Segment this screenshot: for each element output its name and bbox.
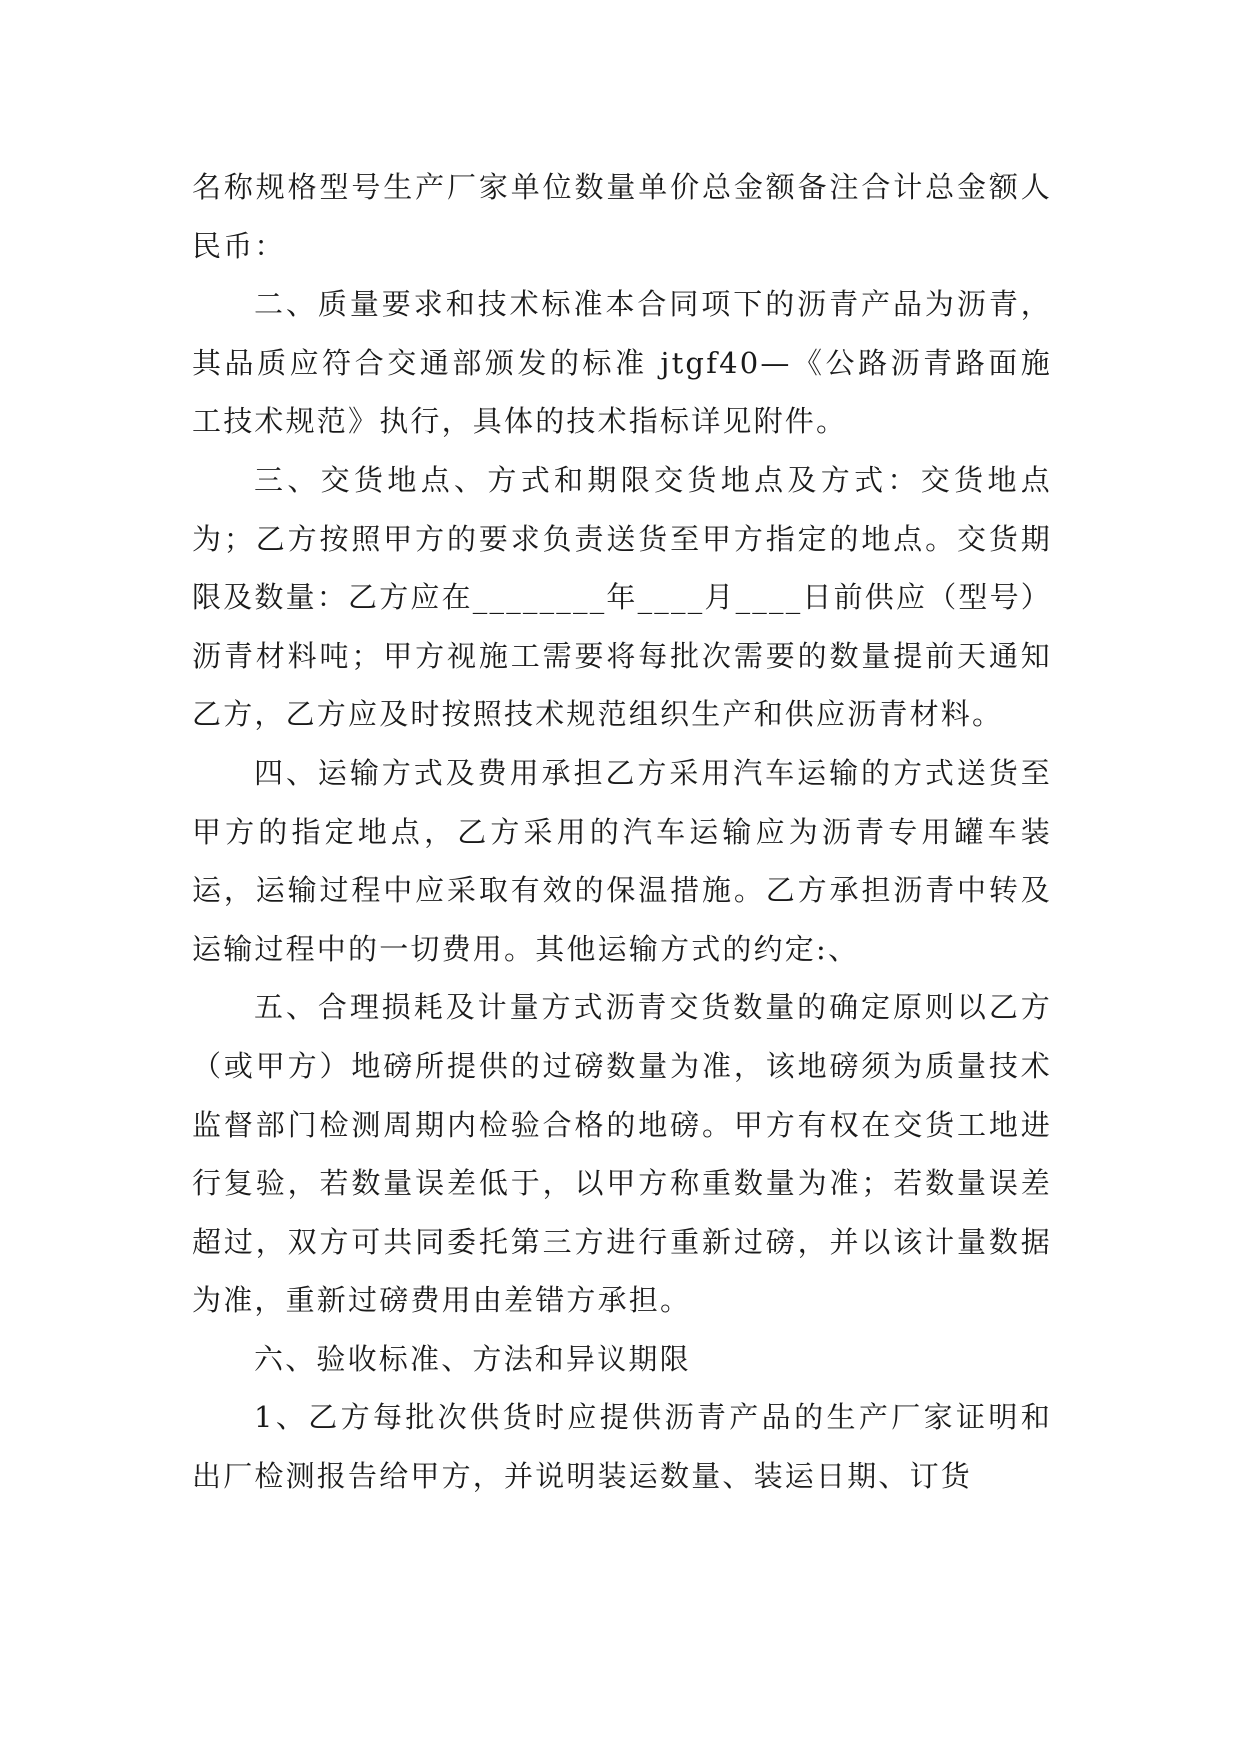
paragraph-transport: 四、运输方式及费用承担乙方采用汽车运输的方式送货至甲方的指定地点，乙方采用的汽车运输应为沥青专用罐车装运，运输过程中应采取有效的保温措施。乙方承担沥青中转及运输过程中的一切费用。其他运输方式的约定:、 [192,755,1052,966]
paragraph-acceptance-heading: 六、验收标准、方法和异议期限 [254,1341,691,1376]
document-body [192,158,1052,1506]
paragraph-quality: 二、质量要求和技术标准本合同项下的沥青产品为沥青，其品质应符合交通部颁发的标准 jtgf40—《公路沥青路面施工技术规范》执行，具体的技术指标详见附件。 [192,287,1052,439]
paragraph-measurement: 五、合理损耗及计量方式沥青交货数量的确定原则以乙方（或甲方）地磅所提供的过磅数量为准，该地磅须为质量技术监督部门检测周期内检验合格的地磅。甲方有权在交货工地进行复验，若数量误差低于，以甲方称重数量为准；若数量误差超过，双方可共同委托第三方进行重新过磅，并以该计量数据为准，重新过磅费用由差错方承担。 [192,990,1052,1318]
paragraph-item-list: 名称规格型号生产厂家单位数量单价总金额备注合计总金额人民币： [192,170,1052,263]
paragraph-acceptance-1: 1、乙方每批次供货时应提供沥青产品的生产厂家证明和出厂检测报告给甲方，并说明装运数量、装运日期、订货 [192,1400,1052,1494]
paragraph-delivery: 三、交货地点、方式和期限交货地点及方式：交货地点为；乙方按照甲方的要求负责送货至甲方指定的地点。交货期限及数量：乙方应在________年____月____日前供应（型号）沥青材料吨；甲方视施工需要将每批次需要的数量提前天通知乙方，乙方应及时按照技术规范组织生产和供应沥青材料。 [192,462,1053,732]
